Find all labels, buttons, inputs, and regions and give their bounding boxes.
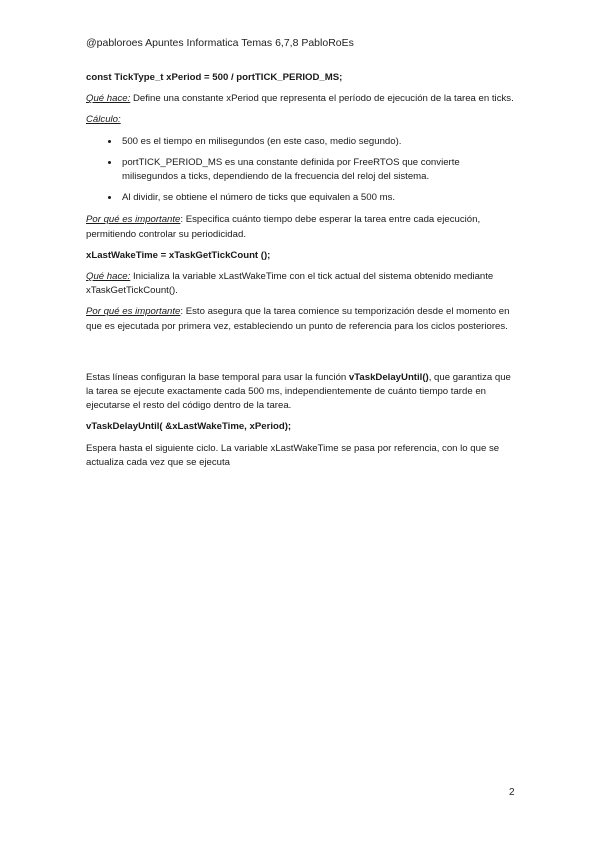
list-item: • Al dividir, se obtiene el número de ticks que equivalen a 500 ms. — [120, 191, 514, 205]
por-que-label: Por qué es importante — [86, 306, 181, 318]
page-header: @pabloroes Apuntes Informatica Temas 6,7,8 PabloRoEs — [86, 37, 354, 49]
que-hace-label: Qué hace: — [86, 93, 131, 105]
por-que-label: Por qué es importante — [86, 214, 181, 226]
spacer — [86, 341, 514, 371]
por-que-text: : Especifica cuánto tiempo debe esperar la tarea entre cada ejecución, permitiendo controlar su periodicidad. — [86, 214, 481, 240]
que-hace-paragraph-2 — [86, 270, 514, 298]
list-item: • portTICK_PERIOD_MS es una constante definida por FreeRTOS que convierte milisegundos a ticks, dependiendo de la frecuencia del reloj del sistema. — [120, 156, 514, 184]
calculo-list — [86, 135, 514, 206]
calculo-paragraph — [86, 113, 514, 127]
page-content — [86, 71, 514, 477]
code-line-xperiod: const TickType_t xPeriod = 500 / portTICK_PERIOD_MS; — [86, 72, 343, 83]
intro-function-name: vTaskDelayUntil() — [348, 371, 429, 383]
que-hace-text: Define una constante xPeriod que representa el período de ejecución de la tarea en ticks. — [130, 93, 514, 105]
code-line-vtaskdelayuntil: vTaskDelayUntil( &xLastWakeTime, xPeriod); — [86, 421, 292, 433]
code-line-xlastwaketime: xLastWakeTime = xTaskGetTickCount (); — [86, 249, 271, 261]
intro-text-before: Estas líneas configuran la base temporal para usar la función — [86, 371, 349, 383]
por-que-paragraph-2 — [86, 305, 514, 333]
que-hace-paragraph-1 — [86, 92, 514, 106]
calculo-label: Cálculo: — [86, 114, 121, 126]
por-que-paragraph-1 — [86, 213, 514, 241]
por-que-text: : Esto asegura que la tarea comience su temporización desde el momento en que es ejecutada por primera vez, estableciendo un punto de referencia para los ciclos posteriores. — [86, 306, 510, 332]
intro-text-after: , que garantiza que la tarea se ejecute exactamente cada 500 ms, independientemente de cuánto tiempo tarde en ejecutarse el resto del código dentro de la tarea. — [86, 371, 511, 412]
intro-paragraph — [86, 371, 514, 414]
espera-paragraph: Espera hasta el siguiente ciclo. La variable xLastWakeTime se pasa por referencia, con lo que se actualiza cada vez que se ejecuta — [86, 442, 500, 468]
list-item: • 500 es el tiempo en milisegundos (en este caso, medio segundo). — [120, 135, 514, 149]
page-number: 2 — [509, 787, 515, 798]
que-hace-label: Qué hace: — [86, 271, 131, 283]
que-hace-text: Inicializa la variable xLastWakeTime con el tick actual del sistema obtenido mediante xTaskGetTickCount(). — [86, 271, 494, 297]
